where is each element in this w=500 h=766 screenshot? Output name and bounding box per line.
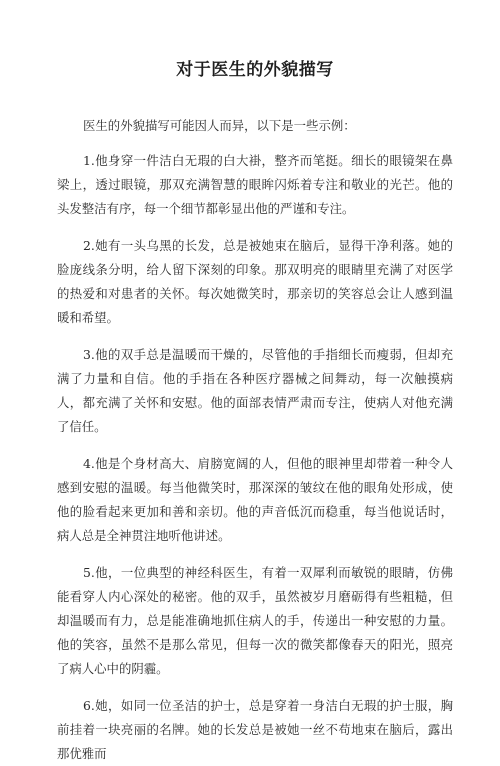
page-title: 对于医生的外貌描写	[176, 60, 334, 80]
paragraph-5: 5.他，一位典型的神经科医生，有着一双犀利而敏锐的眼睛，仿佛能看穿人内心深处的秘密。他的双手，虽然被岁月磨砺得有些粗糙，但却温暖而有力，总是能准确地抓住病人的手，传递出一种安慰的力量。他的笑容，虽然不是那么常见，但每一次的微笑都像春天的阳光，照亮了病人心中的阴霾。	[57, 565, 453, 676]
intro-paragraph: 医生的外貌描写可能因人而异，以下是一些示例：	[83, 118, 356, 133]
paragraph-3: 3.他的双手总是温暖而干燥的，尽管他的手指细长而瘦弱，但却充满了力量和自信。他的手指在各种医疗器械之间舞动，每一次触摸病人，都充满了关怀和安慰。他的面部表情严肃而专注，使病人对他充满了信任。	[57, 347, 453, 434]
paragraph-2: 2.她有一头乌黑的长发，总是被她束在脑后，显得干净利落。她的脸庞线条分明，给人留下深刻的印象。那双明亮的眼睛里充满了对医学的热爱和对患者的关怀。每次她微笑时，那亲切的笑容总会让人感到温暖和希望。	[57, 238, 453, 325]
document-body	[57, 114, 453, 766]
paragraph-4: 4.他是个身材高大、肩膀宽阔的人，但他的眼神里却带着一种令人感到安慰的温暖。每当他微笑时，那深深的皱纹在他的眼角处形成，使他的脸看起来更加和善和亲切。他的声音低沉而稳重，每当他说话时，病人总是全神贯注地听他讲述。	[57, 456, 453, 543]
paragraph-1: 1.他身穿一件洁白无瑕的白大褂，整齐而笔挺。细长的眼镜架在鼻梁上，透过眼镜，那双充满智慧的眼眸闪烁着专注和敬业的光芒。他的头发整洁有序，每一个细节都彰显出他的严谨和专注。	[57, 153, 453, 216]
paragraph-6: 6.她，如同一位圣洁的护士，总是穿着一身洁白无瑕的护士服，胸前挂着一块亮丽的名牌。她的长发总是被她一丝不苟地束在脑后，露出那优雅而	[57, 698, 453, 761]
